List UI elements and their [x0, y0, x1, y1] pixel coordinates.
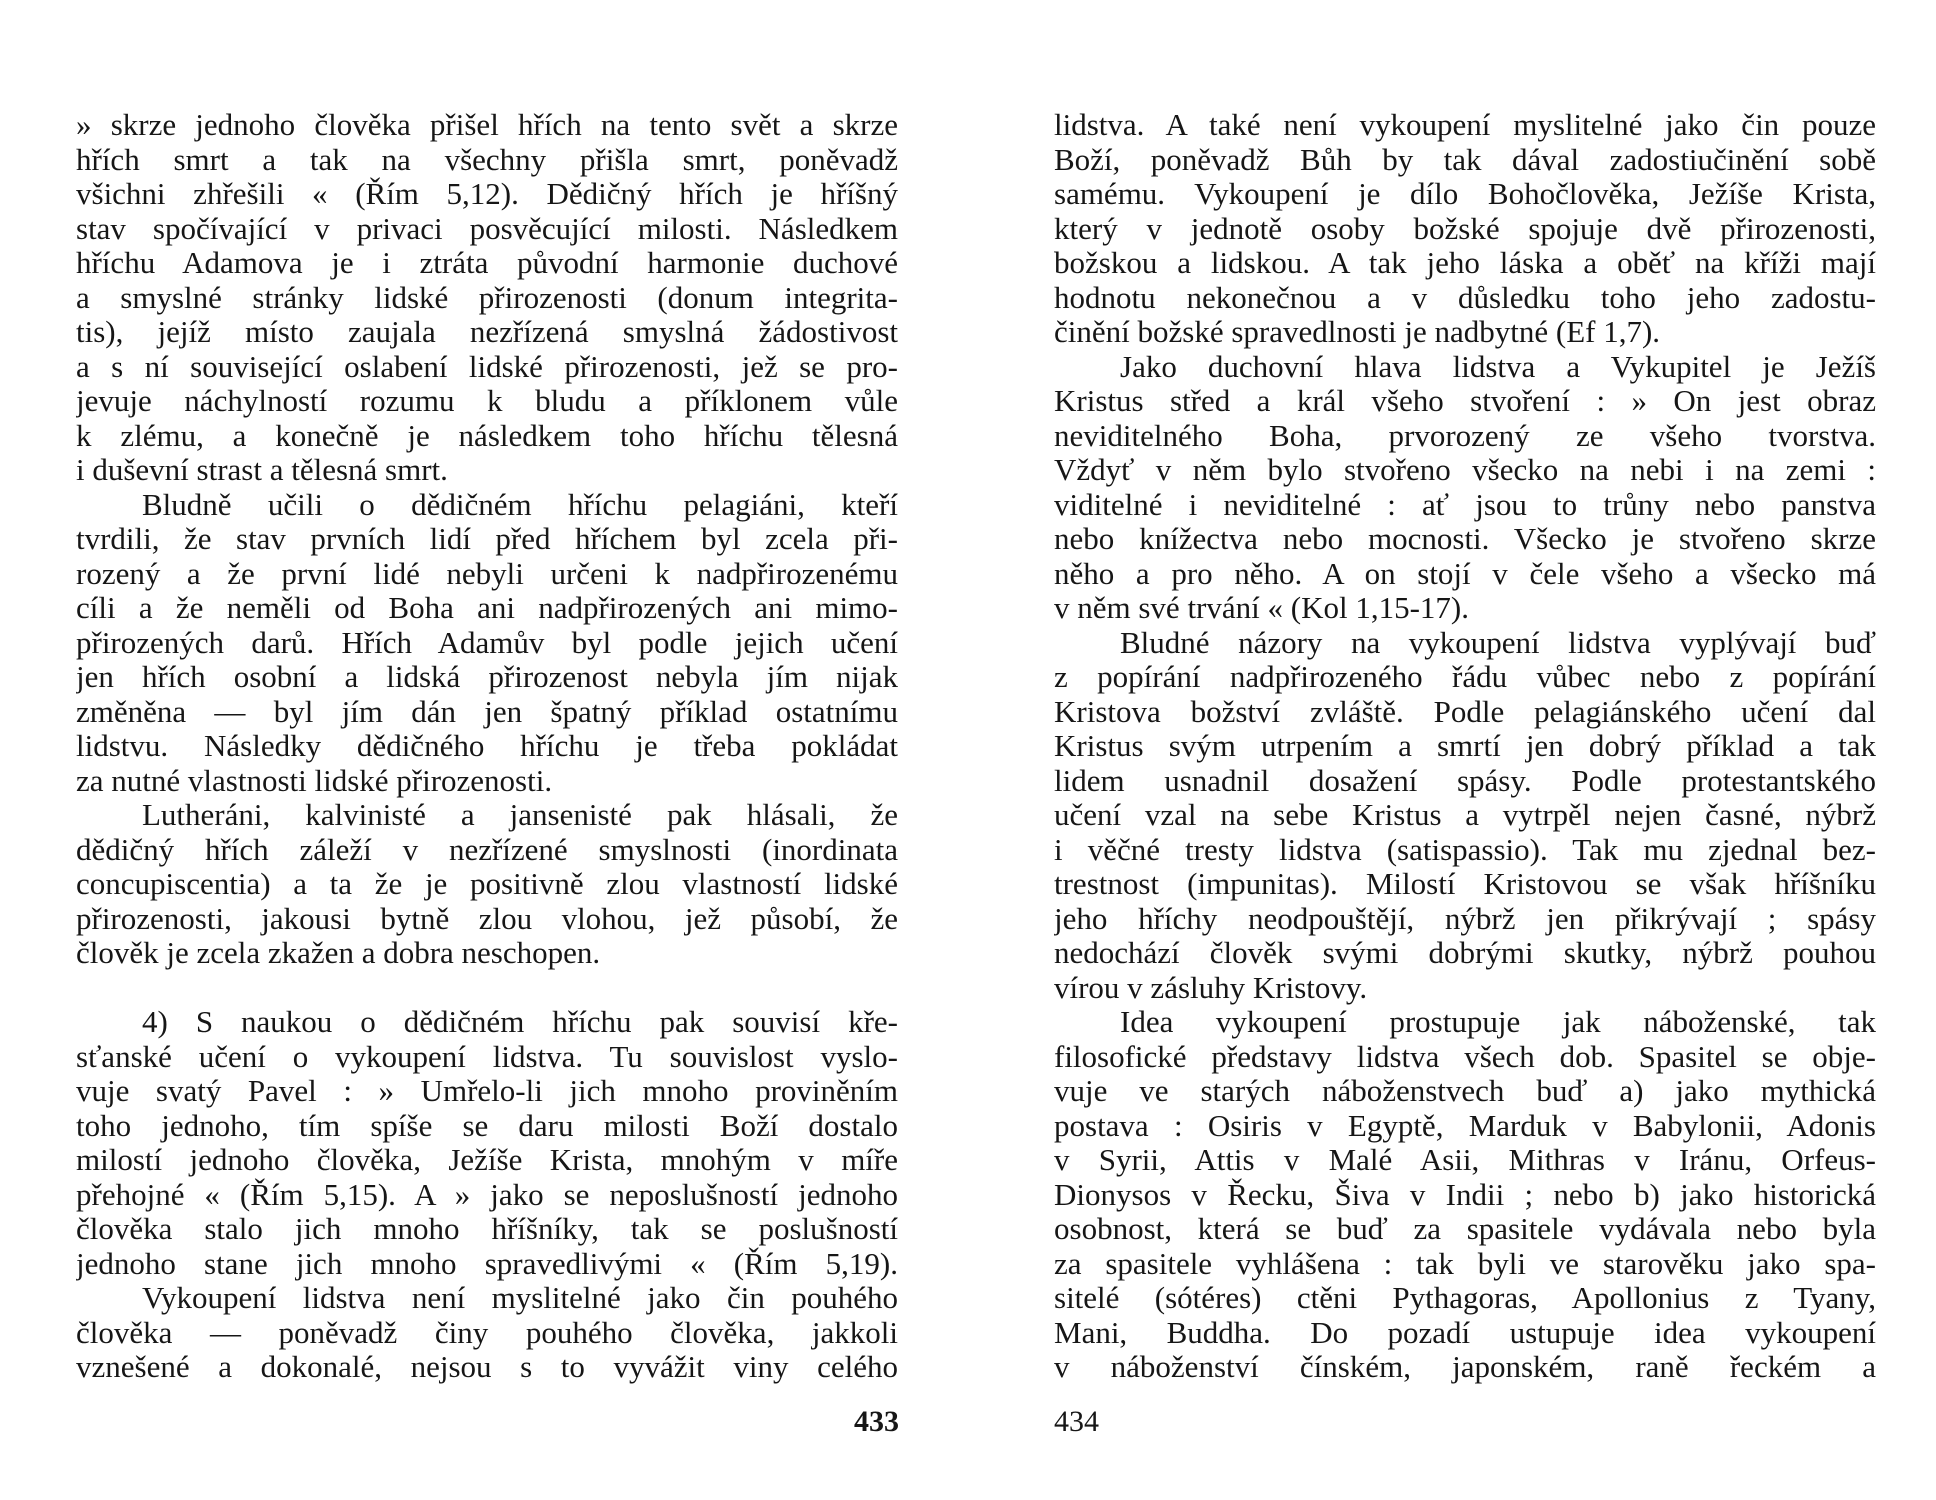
text-line: jen hřích osobní a lidská přirozenost nebyla jím nijak: [76, 660, 898, 694]
text-line: neviditelného Boha, prvorozený ze všeho tvorstva.: [1054, 418, 1876, 453]
text-line: Vykoupení lidstva není myslitelné jako čin pouhého: [142, 1281, 898, 1315]
text-line: něho a pro něho. A on stojí v čele všeho a všecko má: [1054, 556, 1876, 591]
text-line: Dionysos v Řecku, Šiva v Indii ; nebo b) jako historická: [1054, 1177, 1876, 1212]
text-line: v Syrii, Attis v Malé Asii, Mithras v Iránu, Orfeus-: [1054, 1143, 1876, 1177]
text-line: Kristus střed a král všeho stvoření : » On jest obraz: [1054, 384, 1876, 418]
text-line: vznešené a dokonalé, nejsou s to vyvážit viny celého: [76, 1350, 898, 1384]
left-page-text: [76, 108, 898, 1385]
text-line: k zlému, a konečně je následkem toho hříchu tělesná: [76, 418, 898, 453]
text-line: hříchu Adamova je i ztráta původní harmonie duchové: [76, 246, 898, 280]
text-line: z popírání nadpřirozeného řádu vůbec nebo z popírání: [1054, 660, 1876, 694]
text-line: stav spočívající v privaci posvěcující milosti. Následkem: [76, 211, 898, 246]
text-line: dědičný hřích záleží v nezřízené smyslnosti (inordinata: [76, 832, 898, 867]
text-line: člověka — poněvadž činy pouhého člověka, jakkoli: [76, 1315, 898, 1350]
text-line: změněna — byl jím dán jen špatný příklad ostatnímu: [76, 694, 898, 729]
text-line: i duševní strast a tělesná smrt.: [76, 453, 448, 487]
text-line: i věčné tresty lidstva (satispassio). Tak mu zjednal bez-: [1054, 832, 1876, 867]
page-number-right: 434: [1054, 1405, 1099, 1438]
text-line: a s ní související oslabení lidské přirozenosti, jež se pro-: [76, 349, 898, 384]
text-line: sitelé (sótéres) ctěni Pythagoras, Apollonius z Tyany,: [1054, 1281, 1876, 1315]
text-line: člověka stalo jich mnoho hříšníky, tak se poslušností: [76, 1212, 898, 1246]
text-line: hřích smrt a tak na všechny přišla smrt, poněvadž: [76, 142, 898, 177]
text-line: milostí jednoho člověka, Ježíše Krista, mnohým v míře: [76, 1143, 898, 1177]
text-line: v něm své trvání « (Kol 1,15-17).: [1054, 591, 1469, 625]
text-line: rozený a že první lidé nebyli určeni k nadpřirozenému: [76, 556, 898, 591]
text-line: Kristus svým utrpením a smrtí jen dobrý příklad a tak: [1054, 729, 1876, 763]
text-line: Bludně učili o dědičném hříchu pelagiáni, kteří: [142, 487, 898, 522]
text-line: jeho hříchy neodpouštějí, nýbrž jen přikrývají ; spásy: [1054, 901, 1876, 936]
text-line: který v jednotě osoby božské spojuje dvě přirozenosti,: [1054, 211, 1876, 246]
text-line: za spasitele vyhlášena : tak byli ve starověku jako spa-: [1054, 1246, 1876, 1281]
text-line: osobnost, která se buď za spasitele vydávala nebo byla: [1054, 1212, 1876, 1246]
text-line: filosofické představy lidstva všech dob. Spasitel se obje-: [1054, 1039, 1876, 1074]
text-line: Mani, Buddha. Do pozadí ustupuje idea vykoupení: [1054, 1315, 1876, 1350]
text-line: Kristova božství zvláště. Podle pelagiánského učení dal: [1054, 694, 1876, 729]
text-line: nedochází člověk svými dobrými skutky, nýbrž pouhou: [1054, 936, 1876, 970]
text-line: přehojné « (Řím 5,15). A » jako se neposlušností jednoho: [76, 1177, 898, 1212]
text-line: božskou a lidskou. A tak jeho láska a oběť na kříži mají: [1054, 246, 1876, 280]
text-line: vírou v zásluhy Kristovy.: [1054, 970, 1368, 1005]
text-line: člověk je zcela zkažen a dobra neschopen.: [76, 936, 601, 970]
text-line: Idea vykoupení prostupuje jak náboženské, tak: [1120, 1005, 1876, 1039]
text-line: 4) S naukou o dědičném hříchu pak souvisí kře-: [142, 1005, 898, 1039]
page-number-left: 433: [854, 1405, 899, 1438]
text-line: Lutheráni, kalvinisté a jansenisté pak hlásali, že: [142, 798, 898, 832]
text-line: vuje ve starých náboženstvech buď a) jako mythická: [1054, 1074, 1876, 1108]
text-line: Bludné názory na vykoupení lidstva vyplývají buď: [1120, 625, 1876, 660]
text-line: concupiscentia) a ta že je positivně zlou vlastností lidské: [76, 867, 898, 901]
text-line: hodnotu nekonečnou a v důsledku toho jeho zadostu-: [1054, 280, 1876, 315]
text-line: cíli a že neměli od Boha ani nadpřirozených ani mimo-: [76, 591, 898, 625]
text-line: trestnost (impunitas). Milostí Kristovou se však hříšníku: [1054, 867, 1876, 901]
text-line: přirozených darů. Hřích Adamův byl podle jejich učení: [76, 625, 898, 660]
text-line: jevuje náchylností rozumu k bludu a příklonem vůle: [76, 384, 898, 418]
text-line: lidstva. A také není vykoupení myslitelné jako čin pouze: [1054, 108, 1876, 142]
text-line: činění božské spravedlnosti je nadbytné (Ef 1,7).: [1054, 315, 1661, 349]
text-line: v náboženství čínském, japonském, raně řeckém a: [1054, 1350, 1876, 1384]
text-line: nebo knížectva nebo mocnosti. Všecko je stvořeno skrze: [1054, 522, 1876, 556]
text-line: viditelné i neviditelné : ať jsou to trůny nebo panstva: [1054, 487, 1876, 522]
text-line: lidstvu. Následky dědičného hříchu je třeba pokládat: [76, 729, 898, 763]
right-page-text: [1054, 108, 1876, 1385]
text-line: tvrdili, že stav prvních lidí před hříchem byl zcela při-: [76, 522, 898, 556]
text-line: učení vzal na sebe Kristus a vytrpěl nejen časné, nýbrž: [1054, 798, 1876, 832]
text-line: přirozenosti, jakousi bytně zlou vlohou, jež působí, že: [76, 901, 898, 936]
text-line: Jako duchovní hlava lidstva a Vykupitel je Ježíš: [1120, 349, 1876, 384]
text-line: tis), jejíž místo zaujala nezřízená smyslná žádostivost: [76, 315, 898, 349]
paragraph-gap: [76, 971, 898, 1006]
text-line: toho jednoho, tím spíše se daru milosti Boží dostalo: [76, 1108, 898, 1143]
text-line: vuje svatý Pavel : » Umřelo-li jich mnoho proviněním: [76, 1074, 898, 1108]
text-line: a smyslné stránky lidské přirozenosti (donum integrita-: [76, 280, 898, 315]
text-line: sťanské učení o vykoupení lidstva. Tu souvislost vyslo-: [76, 1039, 898, 1074]
text-line: postava : Osiris v Egyptě, Marduk v Babylonii, Adonis: [1054, 1108, 1876, 1143]
text-line: Boží, poněvadž Bůh by tak dával zadostiučinění sobě: [1054, 142, 1876, 177]
text-line: jednoho stane jich mnoho spravedlivými « (Řím 5,19).: [76, 1246, 898, 1281]
text-line: Vždyť v něm bylo stvořeno všecko na nebi i na zemi :: [1054, 453, 1876, 487]
text-line: lidem usnadnil dosažení spásy. Podle protestantského: [1054, 763, 1876, 798]
text-line: samému. Vykoupení je dílo Bohočlověka, Ježíše Krista,: [1054, 177, 1876, 211]
text-line: » skrze jednoho člověka přišel hřích na tento svět a skrze: [76, 108, 898, 142]
text-line: za nutné vlastnosti lidské přirozenosti.: [76, 763, 553, 798]
text-line: všichni zhřešili « (Řím 5,12). Dědičný hřích je hříšný: [76, 177, 898, 211]
